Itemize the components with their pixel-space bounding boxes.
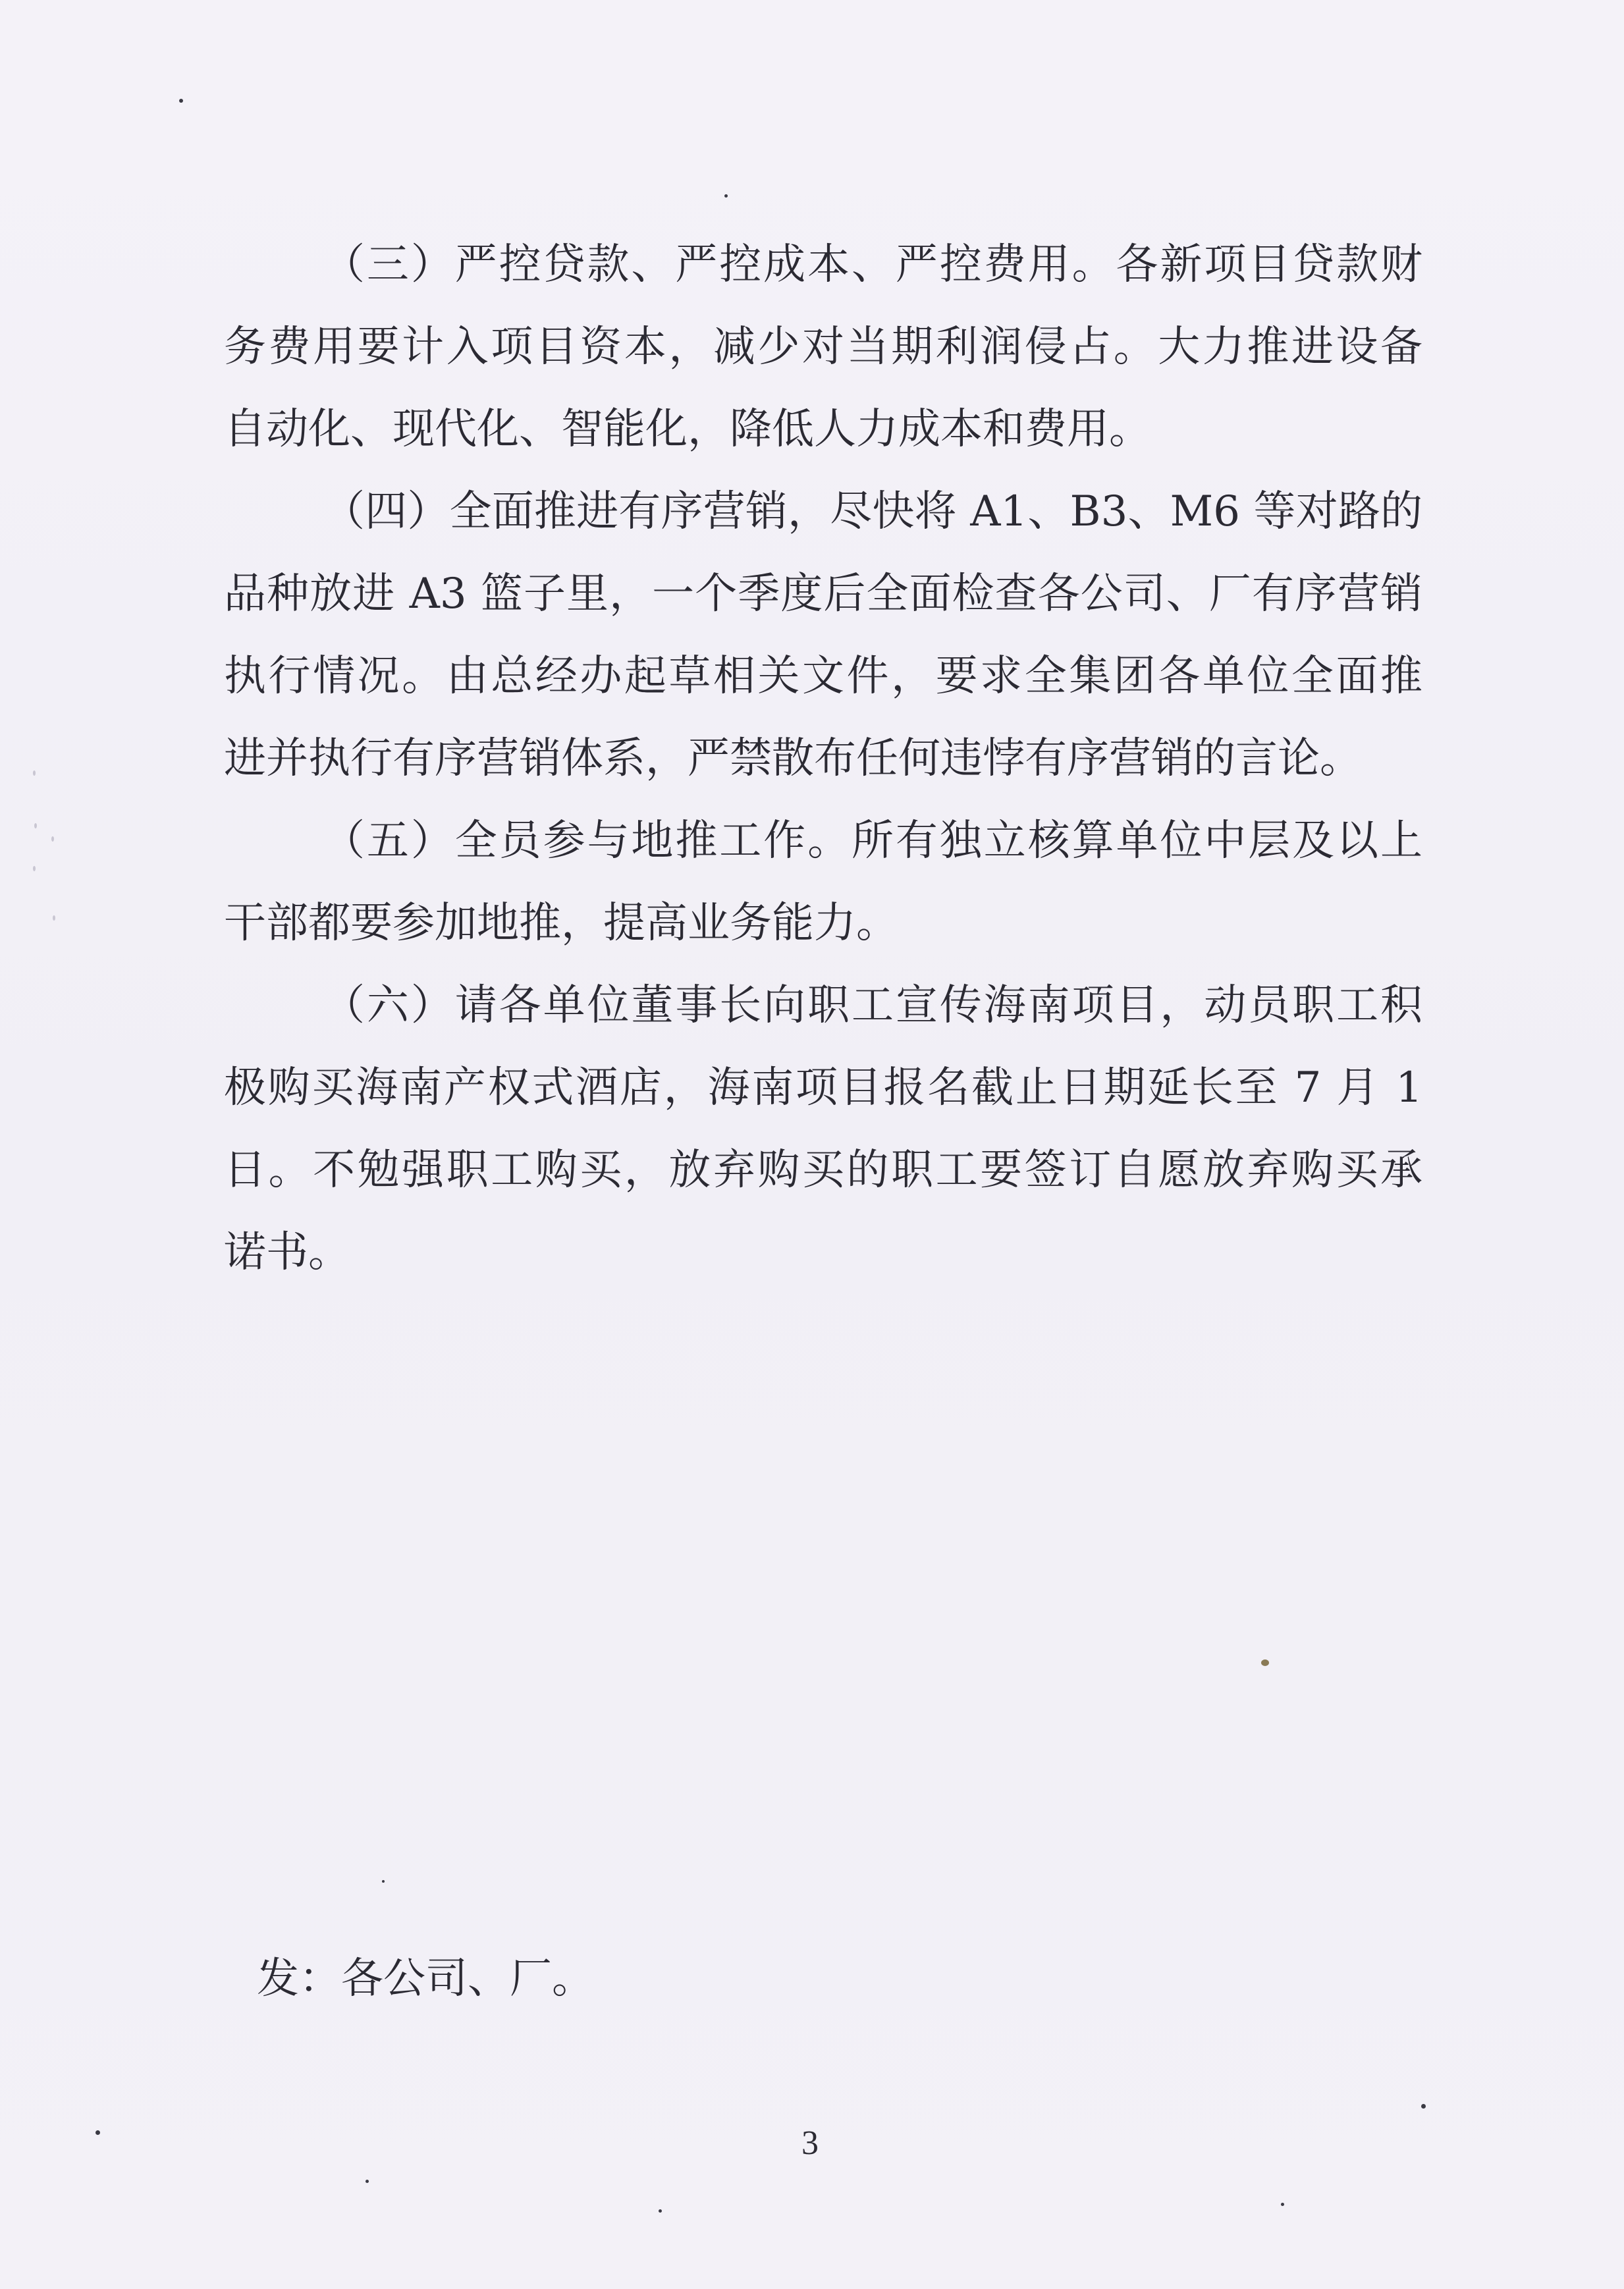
scan-speck (33, 866, 36, 871)
paragraph-6-line-4: 诺书。 (224, 1228, 350, 1277)
scan-speck (659, 2209, 662, 2213)
scan-speck (51, 836, 54, 842)
scan-speck (53, 915, 55, 921)
scan-speck (33, 770, 36, 776)
paragraph-3-line-1: （三）严控贷款、严控成本、严控费用。各新项目贷款财 (323, 240, 1422, 289)
paragraph-3-line-3: 自动化、现代化、智能化，降低人力成本和费用。 (224, 405, 1151, 454)
page-number: 3 (801, 2124, 819, 2162)
scan-speck (382, 1880, 385, 1883)
body-text (224, 224, 1422, 1294)
scan-speck (1261, 1659, 1269, 1666)
paragraph-4-line-1: （四）全面推进有序营销，尽快将 A1、B3、M6 等对路的 (323, 487, 1422, 536)
scan-speck (1281, 2203, 1284, 2206)
paragraph-3-line-2: 务费用要计入项目资本，减少对当期利润侵占。大力推进设备 (224, 323, 1422, 371)
paragraph-6-line-2: 极购买海南产权式酒店，海南项目报名截止日期延长至 7 月 1 (224, 1064, 1422, 1112)
paragraph-4-line-2: 品种放进 A3 篮子里，一个季度后全面检查各公司、厂有序营销 (224, 570, 1422, 618)
paragraph-6-line-1: （六）请各单位董事长向职工宣传海南项目，动员职工积 (323, 981, 1422, 1030)
paragraph-4-line-4: 进并执行有序营销体系，严禁散布任何违悖有序营销的言论。 (224, 734, 1362, 783)
scan-speck (1421, 2104, 1426, 2109)
paragraph-5-line-2: 干部都要参加地推，提高业务能力。 (224, 899, 898, 948)
scan-speck (34, 823, 37, 828)
scan-speck (724, 194, 728, 198)
scan-speck (95, 2130, 100, 2135)
distribution-line: 发：各公司、厂。 (257, 1954, 594, 2003)
scan-speck (365, 2180, 369, 2183)
paragraph-4-line-3: 执行情况。由总经办起草相关文件，要求全集团各单位全面推 (224, 652, 1422, 701)
scan-speck (179, 99, 183, 103)
paragraph-6-line-3: 日。不勉强职工购买，放弃购买的职工要签订自愿放弃购买承 (224, 1146, 1422, 1195)
paragraph-5-line-1: （五）全员参与地推工作。所有独立核算单位中层及以上 (323, 817, 1422, 865)
